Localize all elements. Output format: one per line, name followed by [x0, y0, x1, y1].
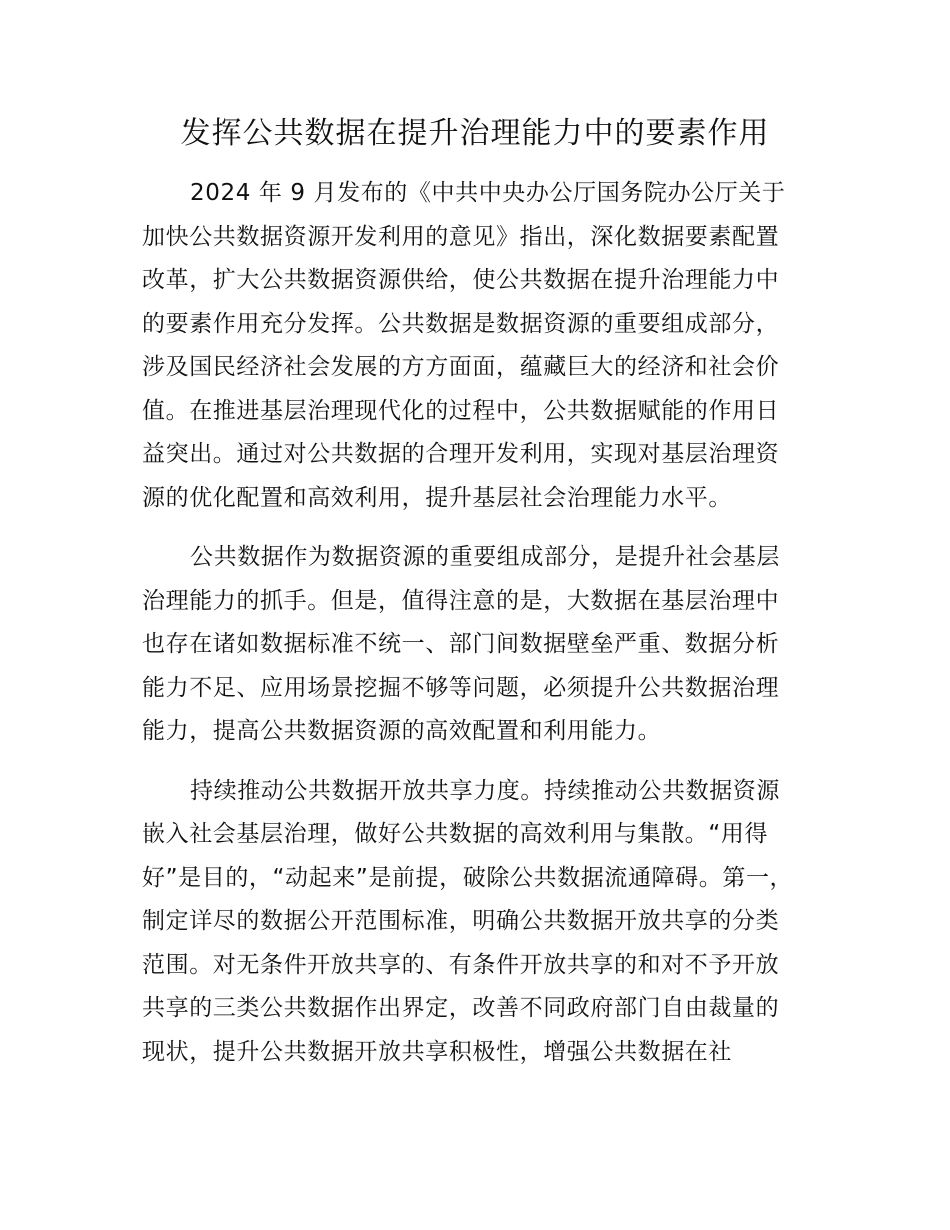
paragraph-3	[142, 770, 818, 1075]
text-line: 值。在推进基层治理现代化的过程中，公共数据赋能的作用日	[142, 397, 780, 424]
paragraph-1	[142, 172, 818, 520]
text-line: 2024 年 9 月发布的《中共中央办公厅国务院办公厅关于	[190, 180, 786, 206]
text-line: 的要素作用充分发挥。公共数据是数据资源的重要组成部分，	[142, 310, 780, 337]
text-line: 改革，扩大公共数据资源供给，使公共数据在提升治理能力中	[142, 267, 780, 293]
text-line: 能力，提高公共数据资源的高效配置和利用能力。	[142, 718, 662, 744]
text-line: 加快公共数据资源开发利用的意见》指出，深化数据要素配置	[142, 223, 780, 250]
text-line: 治理能力的抓手。但是，值得注意的是，大数据在基层治理中	[142, 587, 780, 614]
text-line: 持续推动公共数据开放共享力度。持续推动公共数据资源	[190, 777, 780, 804]
text-line: 嵌入社会基层治理，做好公共数据的高效利用与集散。“用得	[142, 821, 769, 847]
text-line: 好”是目的，“动起来”是前提，破除公共数据流通障碍。第一，	[142, 864, 794, 891]
document-body	[142, 172, 818, 1090]
text-line: 涉及国民经济社会发展的方方面面，蕴藏巨大的经济和社会价	[142, 354, 780, 380]
document-title: 发挥公共数据在提升治理能力中的要素作用	[180, 116, 770, 151]
text-line: 制定详尽的数据公开范围标准，明确公共数据开放共享的分类	[142, 908, 780, 934]
text-line: 也存在诸如数据标准不统一、部门间数据壁垒严重、数据分析	[142, 631, 780, 657]
text-line: 共享的三类公共数据作出界定，改善不同政府部门自由裁量的	[142, 995, 780, 1021]
text-line: 能力不足、应用场景挖掘不够等问题，必须提升公共数据治理	[142, 674, 780, 701]
text-line: 源的优化配置和高效利用，提升基层社会治理能力水平。	[142, 484, 732, 511]
text-line: 范围。对无条件开放共享的、有条件开放共享的和对不予开放	[142, 951, 780, 978]
paragraph-2	[142, 536, 818, 754]
text-line: 公共数据作为数据资源的重要组成部分，是提升社会基层	[190, 544, 780, 570]
text-line: 益突出。通过对公共数据的合理开发利用，实现对基层治理资	[142, 441, 780, 467]
text-line: 现状，提升公共数据开放共享积极性，增强公共数据在社	[142, 1038, 732, 1065]
